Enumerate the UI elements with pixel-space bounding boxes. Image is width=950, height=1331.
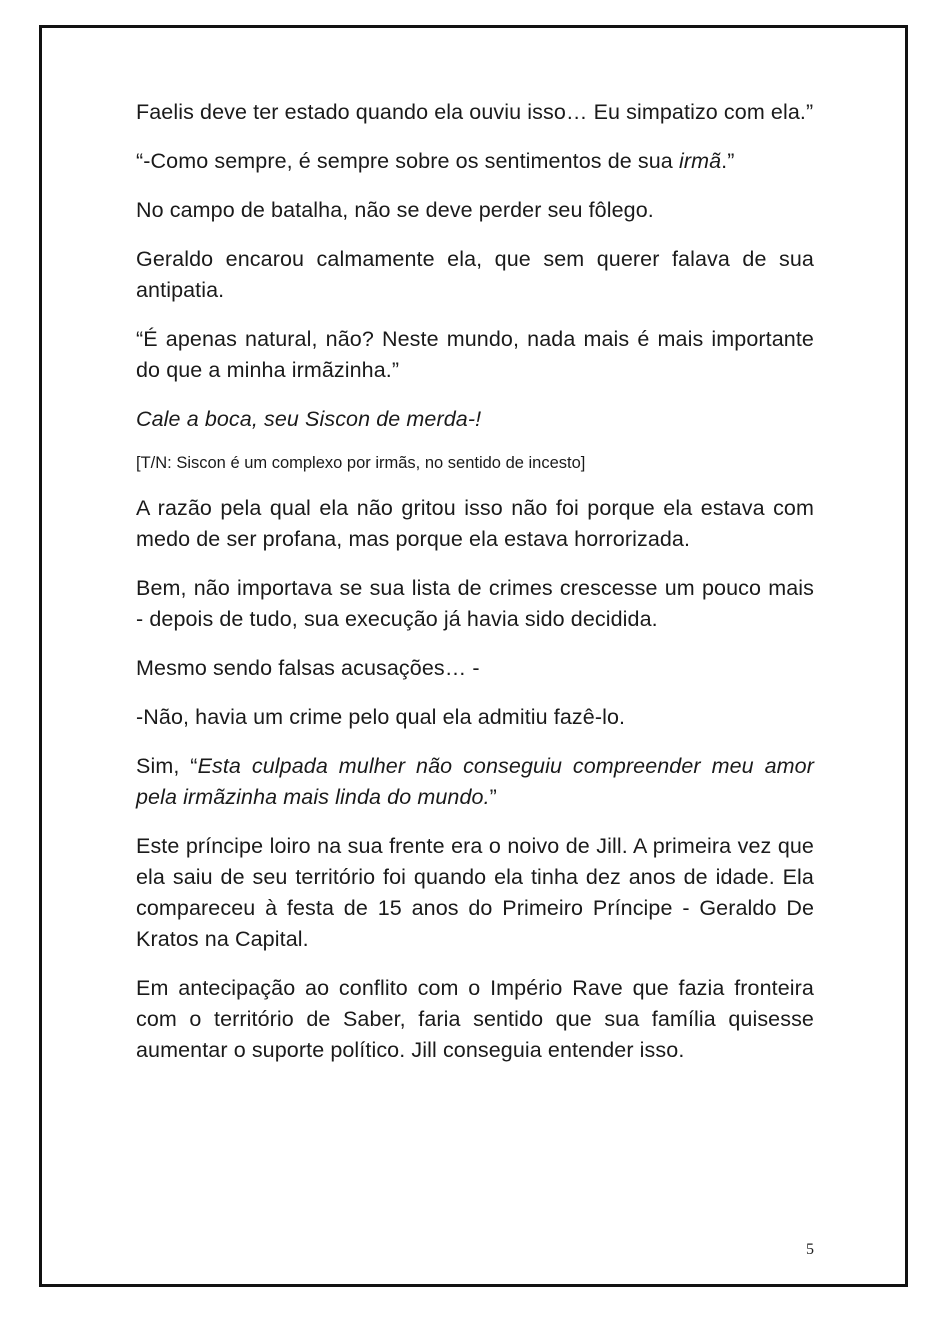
paragraph-2-text: “-Como sempre, é sempre sobre os sentimentos de sua bbox=[136, 149, 679, 173]
paragraph-2-emphasis: irmã bbox=[678, 149, 722, 173]
paragraph-9: Mesmo sendo falsas acusações… - bbox=[136, 656, 480, 680]
paragraph-3: No campo de batalha, não se deve perder seu fôlego. bbox=[136, 198, 654, 222]
paragraph-11 bbox=[136, 751, 814, 813]
paragraph-5: “É apenas natural, não? Neste mundo, nada mais é mais importante do que a minha irmãzinha.” bbox=[136, 327, 814, 382]
paragraph-8: Bem, não importava se sua lista de crimes crescesse um pouco mais - depois de tudo, sua execução já havia sido decidida. bbox=[136, 576, 814, 631]
paragraph-11-emphasis: Esta culpada mulher não conseguiu compreender meu amor pela irmãzinha mais linda do mundo. bbox=[136, 754, 814, 809]
paragraph-1: Faelis deve ter estado quando ela ouviu isso… Eu simpatizo com ela.” bbox=[136, 100, 814, 124]
paragraph-13: Em antecipação ao conflito com o Império Rave que fazia fronteira com o território de Saber, faria sentido que sua família quisesse aumentar o suporte político. Jill conseguia entender isso. bbox=[136, 976, 814, 1062]
paragraph-11-text: Sim, “ bbox=[136, 754, 198, 778]
translator-note: [T/N: Siscon é um complexo por irmãs, no sentido de incesto] bbox=[136, 454, 586, 472]
paragraph-7: A razão pela qual ela não gritou isso não foi porque ela estava com medo de ser profana, mas porque ela estava horrorizada. bbox=[136, 496, 814, 551]
paragraph-10: -Não, havia um crime pelo qual ela admitiu fazê-lo. bbox=[136, 705, 626, 729]
paragraph-2-closing: .” bbox=[721, 149, 735, 173]
document-body bbox=[136, 97, 814, 1084]
page-number: 5 bbox=[806, 1241, 814, 1258]
paragraph-4: Geraldo encarou calmamente ela, que sem querer falava de sua antipatia. bbox=[136, 247, 814, 302]
paragraph-6: Cale a boca, seu Siscon de merda-! bbox=[136, 407, 482, 431]
paragraph-11-closing: ” bbox=[489, 785, 497, 809]
paragraph-12: Este príncipe loiro na sua frente era o noivo de Jill. A primeira vez que ela saiu de seu território foi quando ela tinha dez anos de idade. Ela compareceu à festa de 15 anos do Primeiro Príncipe - Geraldo De Kratos na Capital. bbox=[136, 834, 814, 951]
paragraph-2 bbox=[136, 146, 814, 177]
